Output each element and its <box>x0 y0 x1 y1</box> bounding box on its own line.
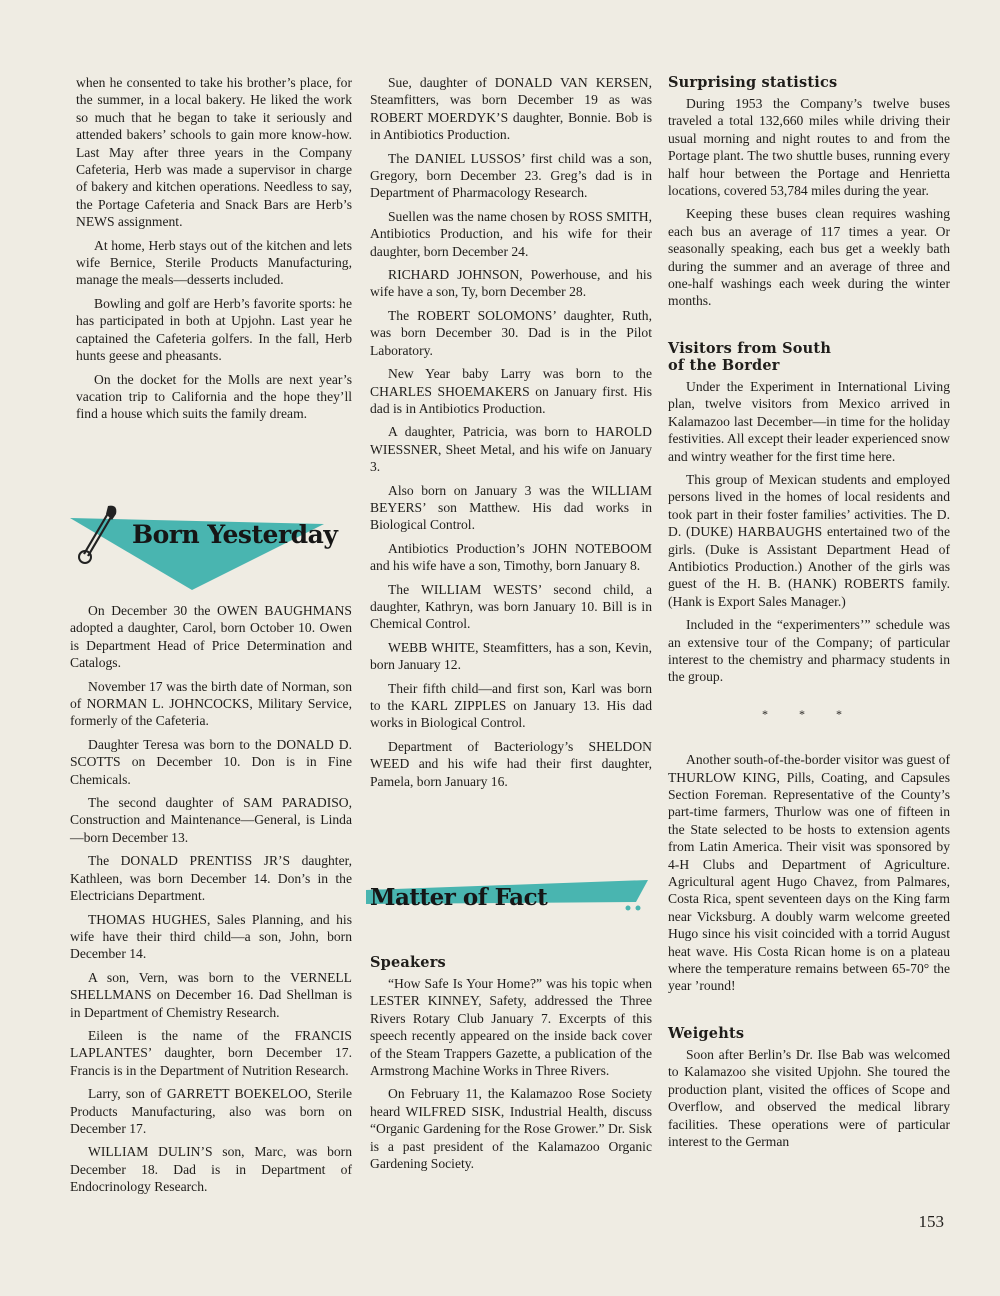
speakers-section <box>370 954 652 1178</box>
paragraph: On February 11, the Kalamazoo Rose Society heard WILFRED SISK, Industrial Health, discuss “Organic Gardening for the Rose Grower.” Dr. Sisk is a past president of the Kalamazoo Organic Gardening Society. <box>370 1086 652 1172</box>
paragraph: Included in the “experimenters’” schedule was an extensive tour of the Company; of particular interest to the chemistry and pharmacy students in the group. <box>668 617 950 685</box>
visitors-heading-line-1: Visitors from South <box>668 339 832 357</box>
paragraph: Under the Experiment in International Living plan, twelve visitors from Mexico arrived in Kalamazoo last December—in time for the holiday festivities. All except their leader experienced snow and wintry weather for the first time here. <box>668 378 950 464</box>
birth-announcement: A daughter, Patricia, was born to HAROLD WIESSNER, Sheet Metal, and his wife on January 3. <box>370 424 652 475</box>
birth-announcement: Larry, son of GARRETT BOEKELOO, Sterile Products Manufacturing, also was born on December 17. <box>70 1086 352 1136</box>
birth-announcement: Antibiotics Production’s JOHN NOTEBOOM and his wife have a son, Timothy, born January 8. <box>370 540 652 574</box>
birth-announcement: The WILLIAM WESTS’ second child, a daughter, Kathryn, was born January 10. Bill is in Chemical Control. <box>370 581 652 632</box>
speakers-heading: Speakers <box>370 954 446 971</box>
born-yesterday-title: Born Yesterday <box>132 520 338 549</box>
birth-announcement: A son, Vern, was born to the VERNELL SHELLMANS on December 16. Dad Shellman is in Department of Chemistry Research. <box>70 969 352 1020</box>
paragraph: when he consented to take his brother’s place, for the summer, in a local bakery. He liked the work so much that he began to take it seriously and attended bakers’ schools to gain more know-how. Last May after three years in the Company Cafeteria, Herb was made a supervisor in charge of bakery and kitchen operations. Needless to say, the Portage Cafeteria and Snack Bars are Herb’s NEWS assignment. <box>76 75 352 230</box>
column-2-top <box>370 74 652 796</box>
birth-announcement: The ROBERT SOLOMONS’ daughter, Ruth, was born December 30. Dad is in the Pilot Laboratory. <box>370 307 652 358</box>
birth-announcement: WEBB WHITE, Steamfitters, has a son, Kevin, born January 12. <box>370 639 652 673</box>
born-yesterday-body <box>70 602 352 1202</box>
paragraph: At home, Herb stays out of the kitchen and lets wife Bernice, Sterile Products Manufacturing, manage the meals—desserts included. <box>76 237 352 288</box>
page-number: 153 <box>918 1212 944 1231</box>
matter-of-fact-heading <box>366 872 656 932</box>
born-yesterday-heading <box>66 490 366 600</box>
birth-announcement: Suellen was the name chosen by ROSS SMITH, Antibiotics Production, and his wife for their daughter, born December 24. <box>370 208 652 259</box>
birth-announcement: Department of Bacteriology’s SHELDON WEED and his wife had their first daughter, Pamela, born January 16. <box>370 738 652 789</box>
weigehts-heading: Weigehts <box>668 1024 745 1042</box>
matter-of-fact-title: Matter of Fact <box>370 884 548 911</box>
birth-announcement: The DANIEL LUSSOS’ first child was a son, Gregory, born December 23. Greg’s dad is in Department of Pharmacology Research. <box>370 150 652 201</box>
birth-announcement: THOMAS HUGHES, Sales Planning, and his wife have their third child—a son, John, born December 14. <box>70 911 352 962</box>
paragraph: Bowling and golf are Herb’s favorite sports: he has participated in both at Upjohn. Last year he captained the Cafeteria golfers. In the fall, Herb hunts geese and pheasants. <box>76 295 352 364</box>
birth-announcement: Eileen is the name of the FRANCIS LAPLANTES’ daughter, born December 17. Francis is in the Department of Nutrition Research. <box>70 1027 352 1078</box>
birth-announcement: Sue, daughter of DONALD VAN KERSEN, Steamfitters, was born December 19 as was ROBERT MOERDYK’S daughter, Bonnie. Bob is in Antibiotics Production. <box>370 75 652 143</box>
visitors-heading <box>668 340 950 374</box>
birth-announcement: Daughter Teresa was born to the DONALD D. SCOTTS on December 10. Don is in Fine Chemicals. <box>70 736 352 787</box>
birth-announcement: New Year baby Larry was born to the CHARLES SHOEMAKERS on January first. His dad is in Antibiotics Production. <box>370 366 652 416</box>
birth-announcement: Also born on January 3 was the WILLIAM BEYERS’ son Matthew. His dad works in Biological Control. <box>370 482 652 533</box>
birth-announcement: RICHARD JOHNSON, Powerhouse, and his wife have a son, Ty, born December 28. <box>370 267 652 300</box>
surprising-statistics-heading: Surprising statistics <box>668 74 838 91</box>
birth-announcement: WILLIAM DULIN’S son, Marc, was born December 18. Dad is in Department of Endocrinology Research. <box>70 1144 352 1195</box>
birth-announcement: The DONALD PRENTISS JR’S daughter, Kathleen, was born December 14. Don’s in the Electricians Department. <box>70 853 352 904</box>
birth-announcement: The second daughter of SAM PARADISO, Construction and Maintenance—General, is Linda—born December 13. <box>70 795 352 845</box>
paragraph: On the docket for the Molls are next year’s vacation trip to California and the hope they’ll find a house which suits the family dream. <box>76 371 352 422</box>
paragraph: This group of Mexican students and employed persons lived in the homes of local residents and took part in their foster families’ activities. The D. D. (DUKE) HARBAUGHS entertained two of the girls. (Duke is Assistant Department Head of Antibiotics Production.) Another of the girls was guest of the H. B. (HANK) ROBERTS family. (Hank is Export Sales Manager.) <box>668 471 950 609</box>
birth-announcement: On December 30 the OWEN BAUGHMANS adopted a daughter, Carol, born October 10. Owen is Department Head of Price Determination and Catalogs. <box>70 603 352 671</box>
birth-announcement: Their fifth child—and first son, Karl was born to the KARL ZIPPLES on January 13. His dad works in Biological Control. <box>370 680 652 731</box>
paragraph: Soon after Berlin’s Dr. Ilse Bab was welcomed to Kalamazoo she visited Upjohn. She toured the production plant, visited the offices of Scope and Overflow, and observed the medical library facilities. These operations were of particular interest to the German <box>668 1046 950 1149</box>
paragraph: Another south-of-the-border visitor was guest of THURLOW KING, Pills, Coating, and Capsules Section Foreman. Representative of the County’s part-time farmers, Thurlow was one of fifteen in the State selected to be hosts to extension agents from Latin America. Their visit was sponsored by 4-H Clubs and Department of Agriculture. Agricultural agent Hugo Chavez, from Palmares, Costa Rica, spent seventeen days on the King farm near Vicksburg. A doubly warm welcome greeted Hugo since his visit coincided with a torrid August heat wave. His Costa Rican home is on a plateau where the temperature remains between 65-70° the year ’round! <box>668 752 950 994</box>
paragraph: Keeping these buses clean requires washing each bus an average of 117 times a year. Or seasonally speaking, each bus get a weekly bath during the summer and an average of three and one-half washings each week during the winter months. <box>668 206 950 309</box>
visitors-heading-line-2: of the Border <box>668 356 780 374</box>
paragraph: During 1953 the Company’s twelve buses traveled a total 132,660 miles while driving their usual morning and night routes to and from the Portage plant. The two shuttle buses, running every half hour between the Portage and Henrietta locations, covered 53,784 miles during the year. <box>668 96 950 199</box>
paragraph: “How Safe Is Your Home?” was his topic when LESTER KINNEY, Safety, addressed the Three Rivers Rotary Club January 7. Excerpts of this speech recently appeared on the inside back cover of the Steam Trappers Gazette, a publication of the Armstrong Machine Works in Three Rivers. <box>370 976 652 1079</box>
column-3 <box>668 74 950 1156</box>
safety-pin-icon <box>74 502 124 571</box>
section-divider-stars: * * * <box>762 706 856 721</box>
birth-announcement: November 17 was the birth date of Norman, son of NORMAN L. JOHNCOCKS, Military Service, formerly of the Cafeteria. <box>70 678 352 729</box>
column-1-top <box>76 74 352 429</box>
